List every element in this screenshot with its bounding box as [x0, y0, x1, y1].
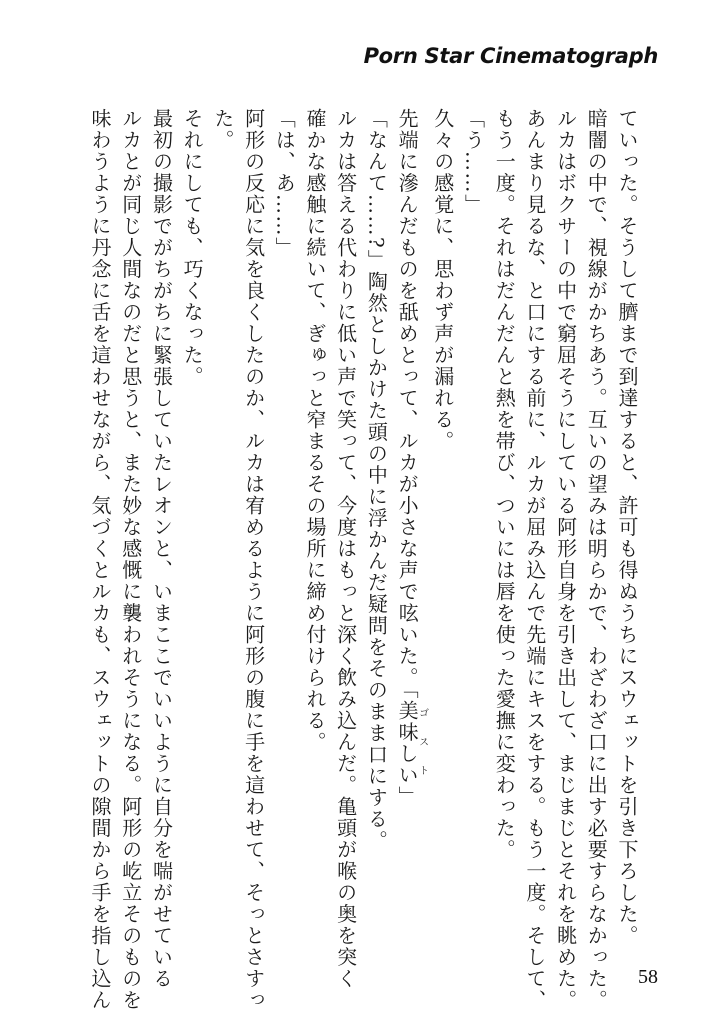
text-line: 最初の撮影でがちがちに緊張していたレオンと、いまここでいいように自分を喘がせている: [149, 108, 174, 990]
text-line: 久々の感覚に、思わず声が漏れる。: [430, 108, 455, 452]
text-line: もう一度。それはだんだんと熱を帯び、ついには唇を使った愛撫に変わった。: [492, 108, 517, 861]
vertical-body-text: [84, 108, 642, 1011]
ruby-reading: ゴスト: [416, 700, 428, 786]
text-line: あんまり見るな、と口にする前に、ルカが屈み込んで先端にキスをする。もう一度。そして、: [522, 108, 547, 1011]
text-line: た。: [210, 108, 235, 151]
text-line: 阿形の反応に気を良くしたのか、ルカは宥めるように阿形の腹に手を這わせて、そっとさすっ: [241, 108, 266, 1011]
text-line: 先端に滲んだものを舐めとって、ルカが小さな声で呟いた。「美味しいゴスト」: [395, 108, 428, 808]
text-line: ルカとが同じ人間なのだと思うと、また妙な感慨に襲われそうになる。阿形の屹立そのものを: [118, 108, 143, 1011]
text-line: ルカはボクサーの中で窮屈そうにしている阿形自身を引き出して、まじまじとそれを眺めた。: [553, 108, 578, 1011]
text-line: 暗闇の中で、視線がかちあう。互いの望みは明らかで、わざわざ口に出す必要すらなかった。: [584, 108, 609, 1011]
text-line: それにしても、巧くなった。: [180, 108, 205, 388]
text-line: 確かな感触に続いて、ぎゅっと窄まるその場所に締め付けられる。: [302, 108, 327, 753]
running-header-title: Porn Star Cinematograph: [363, 44, 658, 68]
text-line: 「なんて……?」陶然としかけた頭の中に浮かんだ疑問をそのまま口にする。: [364, 108, 389, 852]
text-line: 「う……」: [461, 108, 486, 216]
text-line: ルカは答える代わりに低い声で笑って、今度はもっと深く飲み込んだ。亀頭が喉の奥を突く: [333, 108, 358, 990]
text-line: 味わうように丹念に舌を這わせながら、気づくとルカも、スウェットの隙間から手を指し込ん: [88, 108, 113, 1011]
text-line: ていった。そうして臍まで到達すると、許可も得ぬうちにスウェットを引き下ろした。: [615, 108, 639, 947]
ruby-annotation: 美味しいゴスト: [395, 700, 428, 786]
page-number: 58: [638, 966, 658, 988]
text-line: 「は、あ……」: [272, 108, 297, 259]
